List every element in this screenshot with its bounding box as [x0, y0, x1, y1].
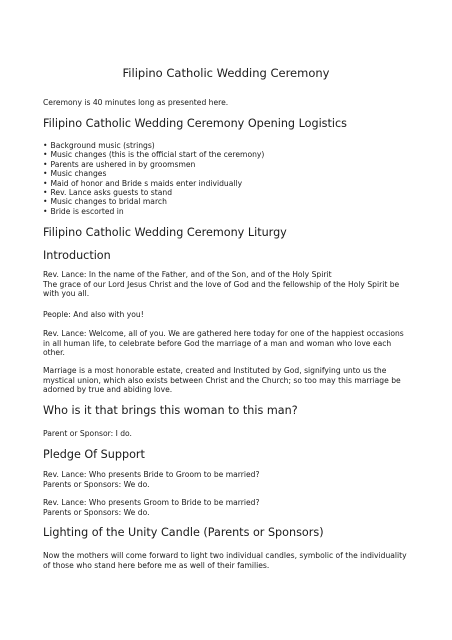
- introduction-paragraph-4: Marriage is a most honorable estate, created and Instituted by God, signifying unto us the mystical union, which also exists between Christ and the Church; so too may this marriage be adorned by true and abiding love.: [43, 366, 401, 395]
- pledge-paragraph-1: Rev. Lance: Who presents Bride to Groom to be married? Parents or Sponsors: We do.: [43, 470, 260, 489]
- list-item: • Bride is escorted in: [43, 207, 264, 216]
- list-item: • Maid of honor and Bride s maids enter individually: [43, 179, 264, 188]
- introduction-paragraph-1: Rev. Lance: In the name of the Father, and of the Son, and of the Holy Spirit The grace of our Lord Jesus Christ and the love of God and the fellowship of the Holy Spirit be with you all.: [43, 270, 400, 299]
- unity-candle-heading: Lighting of the Unity Candle (Parents or Sponsors): [43, 526, 324, 539]
- who-brings-heading: Who is it that brings this woman to this man?: [43, 404, 298, 417]
- unity-candle-paragraph: Now the mothers will come forward to light two individual candles, symbolic of the individuality of those who stand here before me as well of their families.: [43, 551, 407, 570]
- introduction-paragraph-2: People: And also with you!: [43, 310, 144, 319]
- liturgy-heading: Filipino Catholic Wedding Ceremony Liturgy: [43, 226, 287, 239]
- logistics-heading: Filipino Catholic Wedding Ceremony Opening Logistics: [43, 117, 347, 130]
- document-title: Filipino Catholic Wedding Ceremony: [122, 66, 330, 80]
- pledge-paragraph-2: Rev. Lance: Who presents Groom to Bride to be married? Parents or Sponsors: We do.: [43, 498, 260, 517]
- list-item: • Music changes: [43, 169, 264, 178]
- list-item: • Rev. Lance asks guests to stand: [43, 188, 264, 197]
- intro-paragraph: Ceremony is 40 minutes long as presented here.: [43, 98, 229, 107]
- who-brings-paragraph: Parent or Sponsor: I do.: [43, 429, 132, 438]
- list-item: • Music changes (this is the official start of the ceremony): [43, 150, 264, 159]
- logistics-list: [43, 141, 264, 216]
- list-item: • Parents are ushered in by groomsmen: [43, 160, 264, 169]
- list-item: • Music changes to bridal march: [43, 197, 264, 206]
- introduction-paragraph-3: Rev. Lance: Welcome, all of you. We are gathered here today for one of the happiest occasions in all human life, to celebrate before God the marriage of a man and woman who love each other.: [43, 329, 404, 358]
- pledge-heading: Pledge Of Support: [43, 448, 145, 461]
- list-item: • Background music (strings): [43, 141, 264, 150]
- introduction-heading: Introduction: [43, 249, 111, 262]
